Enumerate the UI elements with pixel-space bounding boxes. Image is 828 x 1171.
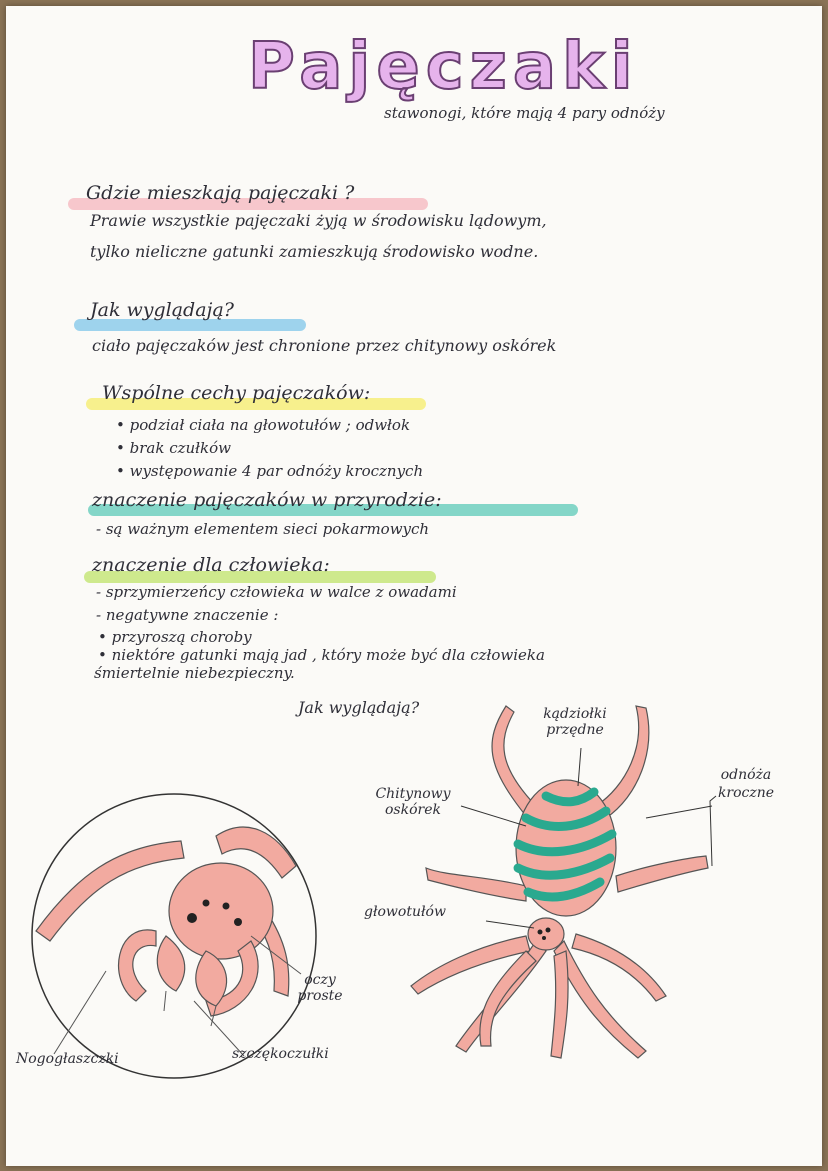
label-cephalothorax: głowotułów <box>364 904 446 920</box>
label-eyes: oczy proste <box>297 972 343 1004</box>
label-spinnerets: kądziołki przędne <box>543 706 607 738</box>
habitat-line-1: Prawie wszystkie pajęczaki żyją w środowisku lądowym, <box>90 211 547 230</box>
notebook-page <box>6 6 822 1166</box>
habitat-line-2: tylko nieliczne gatunki zamieszkują środowisko wodne. <box>90 242 539 261</box>
look-heading: Jak wyglądają? <box>90 299 234 321</box>
human-item-1: - sprzymierzeńcy człowieka w walce z owadami <box>96 583 457 601</box>
habitat-heading: Gdzie mieszkają pajęczaki ? <box>86 182 355 204</box>
human-heading: znaczenie dla człowieka: <box>92 554 330 576</box>
nature-item-1: - są ważnym elementem sieci pokarmowych <box>96 520 430 538</box>
look-line: ciało pajęczaków jest chronione przez chitynowy oskórek <box>92 336 557 355</box>
diagram-heading: Jak wyglądają? <box>298 698 420 717</box>
spider-full-drawing <box>411 706 716 1058</box>
human-item-5: śmiertelnie niebezpieczny. <box>94 664 295 682</box>
spider-illustrations <box>6 6 822 1166</box>
page-subtitle: stawonogi, które mają 4 pary odnóży <box>384 104 665 122</box>
human-item-2: - negatywne znaczenie : <box>96 606 279 624</box>
spider-closeup-drawing <box>32 794 316 1078</box>
nature-heading: znaczenie pajęczaków w przyrodzie: <box>92 489 442 511</box>
human-item-3: • przyroszą choroby <box>98 628 252 646</box>
label-legs: odnóża kroczne <box>717 767 775 801</box>
label-chelicerae: szczękoczułki <box>232 1046 329 1062</box>
human-item-4: • niektóre gatunki mają jad , który może być dla człowieka <box>98 646 545 664</box>
label-pedipalps: Nogogłaszczki <box>16 1051 119 1067</box>
label-exoskeleton: Chitynowy oskórek <box>375 786 451 818</box>
page-title: Pajęczaki <box>248 30 639 104</box>
features-item-1: • podział ciała na głowotułów ; odwłok <box>116 416 411 434</box>
features-heading: Wspólne cechy pajęczaków: <box>102 382 371 404</box>
features-item-2: • brak czułków <box>116 439 231 457</box>
features-item-3: • występowanie 4 par odnóży krocznych <box>116 462 424 480</box>
